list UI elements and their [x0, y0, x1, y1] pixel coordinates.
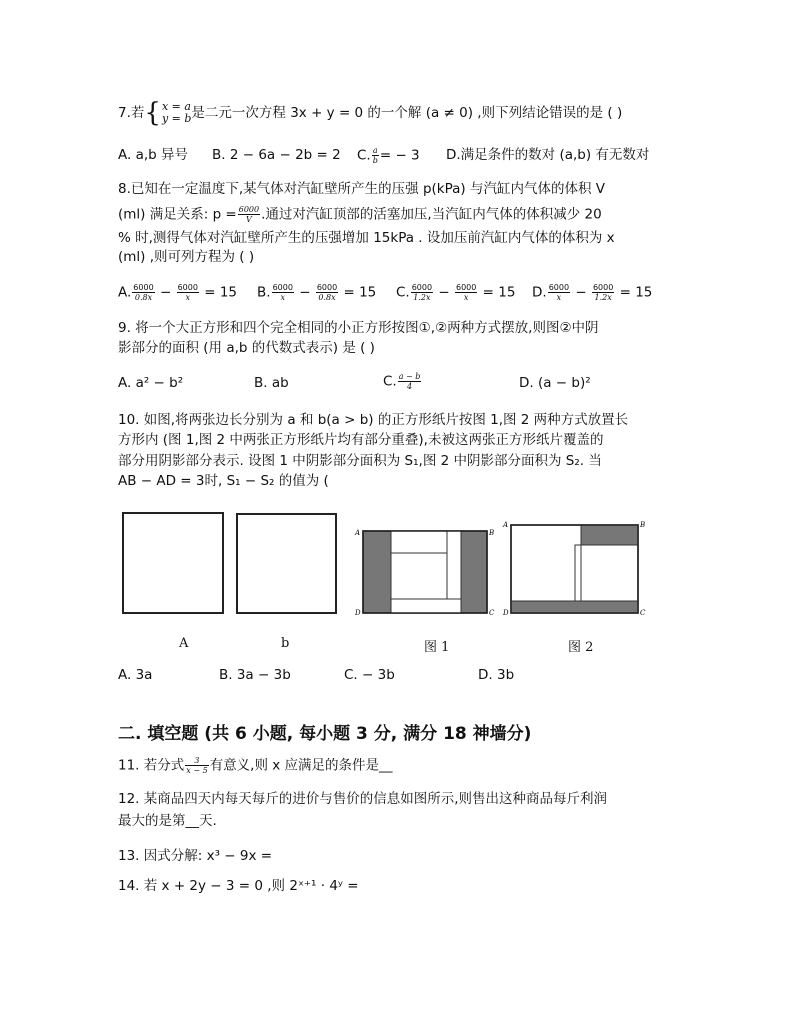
q8-line-2: (ml) 满足关系: p = $\frac{6000}{V}$ .通过对汽缸顶部的活塞加压,当汽缸内气体的体积减少 20 — [118, 205, 602, 224]
fig2-corner-a: A — [503, 521, 509, 529]
q9-option-a: A. a² − b² — [118, 375, 184, 391]
q7-text: 是二元一次方程 3x + y = 0 的一个解 (a ≠ 0) ,则下列结论错误的是 ( ) — [191, 105, 623, 121]
square-a — [123, 513, 223, 613]
q9-line-1: 9. 将一个大正方形和四个完全相同的小正方形按图①,②两种方式摆放,则图②中阴 — [118, 320, 599, 336]
q13-line: 13. 因式分解: x³ − 9x = — [118, 848, 273, 864]
fig1-corner-c: C — [489, 609, 495, 617]
equation-system: x = a y = b — [161, 100, 192, 125]
fig1-corner-b: B — [489, 529, 495, 537]
section-2-heading: 二. 填空题 (共 6 小题, 每小题 3 分, 满分 18 神墙分) — [118, 724, 532, 744]
q10-line-1: 10. 如图,将两张边长分别为 a 和 b(a > b) 的正方形纸片按图 1,图 2 两种方式放置长 — [118, 412, 629, 428]
q7-prefix: 7.若 — [118, 105, 145, 121]
q8-option-b: B. $\frac{6000}{x}$ − $\frac{6000}{0.8x}$ = 15 — [257, 283, 377, 302]
q10-line-4: AB − AD = 3时, S₁ − S₂ 的值为 ( — [118, 473, 329, 489]
q8-line-4: (ml) ,则可列方程为 ( ) — [118, 249, 255, 265]
square-b — [237, 514, 336, 613]
q8-line-3: % 时,测得气体对汽缸壁所产生的压强增加 15kPa . 设加压前汽缸内气体的体积为 x — [118, 230, 615, 246]
q7-option-b: B. 2 − 6a − 2b = 2 — [212, 147, 341, 163]
question-7-stem — [118, 98, 623, 128]
q10-option-d: D. 3b — [478, 667, 515, 683]
fig2-corner-c: C — [640, 609, 646, 617]
q7-option-a: A. a,b 异号 — [118, 147, 189, 163]
q10-option-b: B. 3a − 3b — [219, 667, 291, 683]
caption-b: b — [281, 636, 290, 651]
caption-figure-1: 图 1 — [424, 640, 450, 655]
q12-line-2: 最大的是第__天. — [118, 813, 217, 829]
q9-line-2: 影部分的面积 (用 a,b 的代数式表示) 是 ( ) — [118, 340, 375, 356]
caption-figure-2: 图 2 — [568, 640, 594, 655]
q11-line: 11. 若分式 $\frac{3}{x - 5}$ 有意义,则 x 应满足的条件是__ — [118, 756, 393, 775]
q8-option-c: C. $\frac{6000}{1.2x}$ − $\frac{6000}{x}$ = 15 — [396, 283, 516, 302]
q9-option-b: B. ab — [254, 375, 289, 391]
fig1-corner-a: A — [355, 529, 361, 537]
q12-line-1: 12. 某商品四天内每天每斤的进价与售价的信息如图所示,则售出这种商品每斤利润 — [118, 791, 608, 807]
q7-option-d: D.满足条件的数对 (a,b) 有无数对 — [446, 147, 650, 163]
q9-option-c: C. $\frac{a - b}{4}$ — [383, 372, 421, 391]
q8-option-d: D. $\frac{6000}{x}$ − $\frac{6000}{1.2x}$ = 15 — [532, 283, 653, 302]
q9-option-d: D. (a − b)² — [519, 375, 591, 391]
q10-option-a: A. 3a — [118, 667, 153, 683]
fig1-corner-d: D — [355, 609, 361, 617]
q14-line: 14. 若 x + 2y − 3 = 0 ,则 2ˣ⁺¹ · 4ʸ = — [118, 878, 359, 894]
q10-line-3: 部分用阴影部分表示. 设图 1 中阴影部分面积为 S₁,图 2 中阴影部分面积为 S₂. 当 — [118, 453, 602, 469]
fig2-corner-b: B — [640, 521, 646, 529]
fig2-corner-d: D — [503, 609, 509, 617]
q10-figures — [115, 505, 655, 625]
system-brace: { — [144, 98, 161, 128]
q10-line-2: 方形内 (图 1,图 2 中两张正方形纸片均有部分重叠),未被这两张正方形纸片覆盖的 — [118, 432, 604, 448]
caption-a: A — [179, 636, 189, 651]
q7-option-c: C. $\frac{a}{b}$ = − 3 — [357, 146, 420, 165]
q8-option-a: A. $\frac{6000}{0.8x}$ − $\frac{6000}{x}$ = 15 — [118, 283, 237, 302]
figure-2 — [502, 521, 646, 617]
q8-line-1: 8.已知在一定温度下,某气体对汽缸壁所产生的压强 p(kPa) 与汽缸内气体的体积 V — [118, 181, 606, 197]
q10-option-c: C. − 3b — [344, 667, 395, 683]
figure-1 — [354, 529, 495, 617]
